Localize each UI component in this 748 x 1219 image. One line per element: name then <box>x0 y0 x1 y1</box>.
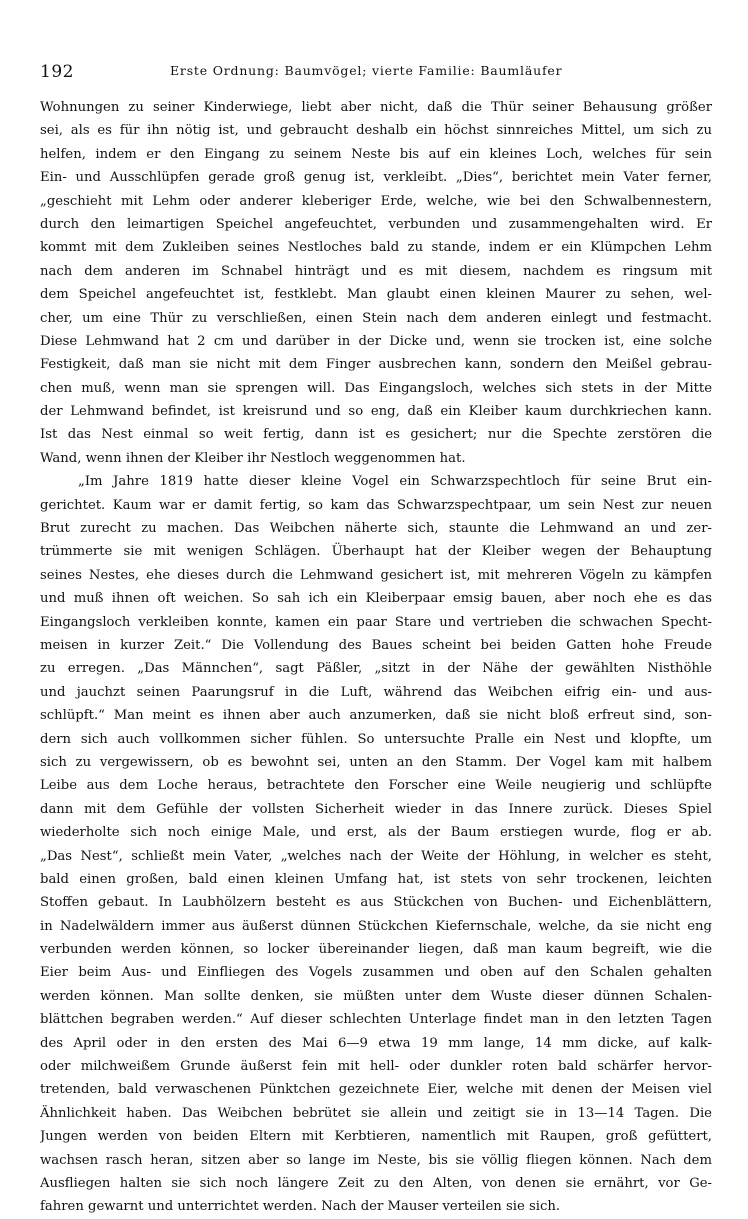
text-line: meisen in kurzer Zeit.“ Die Vollendung des Baues scheint bei beiden Gatten hohe Freude <box>40 637 712 653</box>
text-line: „Das Nest“, schließt mein Vater, „welches nach der Weite der Höhlung, in welcher es steht, <box>40 848 712 864</box>
text-line: Jungen werden von beiden Eltern mit Kerbtieren, namentlich mit Raupen, groß gefüttert, <box>40 1129 712 1145</box>
text-line: Ähnlichkeit haben. Das Weibchen bebrütet sie allein und zeitigt sie in 13—14 Tagen. Die <box>40 1105 712 1121</box>
text-line: Ausfliegen halten sie sich noch längere Zeit zu den Alten, von denen sie ernährt, vor Ge- <box>40 1175 712 1191</box>
text-line: Leibe aus dem Loche heraus, betrachtete den Forscher eine Weile neugierig und schlüpfte <box>40 778 712 794</box>
text-line: sich zu vergewissern, ob es bewohnt sei, unten an den Stamm. Der Vogel kam mit halbem <box>40 754 712 770</box>
text-line: Ist das Nest einmal so weit fertig, dann ist es gesichert; nur die Spechte zerstören die <box>40 427 712 443</box>
text-line: helfen, indem er den Eingang zu seinem Neste bis auf ein kleines Loch, welches für sein <box>40 146 712 162</box>
text-line: und jauchzt seinen Paarungsruf in die Luft, während das Weibchen eifrig ein- und aus- <box>40 684 712 700</box>
text-line: dem Speichel angefeuchtet ist, festklebt. Man glaubt einen kleinen Maurer zu sehen, wel- <box>40 287 712 303</box>
text-line: wachsen rasch heran, sitzen aber so lange im Neste, bis sie völlig fliegen können. Nach dem <box>40 1152 712 1168</box>
text-line: „geschieht mit Lehm oder anderer kleberiger Erde, welche, wie bei den Schwalbennestern, <box>40 193 712 209</box>
text-line: zu erregen. „Das Männchen“, sagt Päßler, „sitzt in der Nähe der gewählten Nisthöhle <box>40 661 712 677</box>
text-line: bald einen großen, bald einen kleinen Umfang hat, ist stets von sehr trockenen, leichten <box>40 871 712 887</box>
text-line: oder milchweißem Grunde äußerst fein mit hell- oder dunkler roten bald schärfer hervor- <box>40 1059 712 1075</box>
text-line: Brut zurecht zu machen. Das Weibchen näherte sich, staunte die Lehmwand an und zer- <box>40 521 712 537</box>
text-line: chen muß, wenn man sie sprengen will. Das Eingangsloch, welches sich stets in der Mitte <box>40 380 712 396</box>
text-line: dern sich auch vollkommen sicher fühlen. So untersuchte Pralle ein Nest und klopfte, um <box>40 731 712 747</box>
text-line: schlüpft.“ Man meint es ihnen aber auch anzumerken, daß sie nicht bloß erfreut sind, son- <box>40 708 712 724</box>
text-line: Festigkeit, daß man sie nicht mit dem Finger ausbrechen kann, sondern den Meißel gebrau- <box>40 357 712 373</box>
text-line: durch den leimartigen Speichel angefeuchtet, verbunden und zusammengehalten wird. Er <box>40 216 712 232</box>
text-line: verbunden werden können, so locker übereinander liegen, daß man kaum begreift, wie die <box>40 942 712 958</box>
text-line: des April oder in den ersten des Mai 6—9 etwa 19 mm lange, 14 mm dicke, auf kalk- <box>40 1035 712 1051</box>
text-line: in Nadelwäldern immer aus äußerst dünnen Stückchen Kiefernschale, welche, da sie nicht eng <box>40 918 712 934</box>
paragraph-end-line: Wand, wenn ihnen der Kleiber ihr Nestloch weggenommen hat. <box>40 450 466 466</box>
text-line: Stoffen gebaut. In Laubhölzern besteht es aus Stückchen von Buchen- und Eichenblättern, <box>40 895 712 911</box>
page-number: 192 <box>40 62 74 82</box>
text-line: dann mit dem Gefühle der vollsten Sicherheit wieder in das Innere zurück. Dieses Spiel <box>40 801 712 817</box>
text-line: nach dem anderen im Schnabel hinträgt und es mit diesem, nachdem es ringsum mit <box>40 263 712 279</box>
text-line: wiederholte sich noch einige Male, und erst, als der Baum erstiegen wurde, flog er ab. <box>40 825 712 841</box>
paragraph-start-line: „Im Jahre 1819 hatte dieser kleine Vogel ein Schwarzspechtloch für seine Brut ein- <box>78 474 712 490</box>
text-line: blättchen begraben werden.“ Auf dieser schlechten Unterlage findet man in den letzten Tagen <box>40 1012 712 1028</box>
text-line: Eier beim Aus- und Einfliegen des Vogels zusammen und oben auf den Schalen gehalten <box>40 965 712 981</box>
text-line: und muß ihnen oft weichen. So sah ich ein Kleiberpaar emsig bauen, aber noch ehe es das <box>40 591 712 607</box>
text-line: tretenden, bald verwaschenen Pünktchen gezeichnete Eier, welche mit denen der Meisen viel <box>40 1082 712 1098</box>
text-line: Diese Lehmwand hat 2 cm und darüber in der Dicke und, wenn sie trocken ist, eine solche <box>40 333 712 349</box>
text-line: gerichtet. Kaum war er damit fertig, so kam das Schwarzspechtpaar, um sein Nest zur neuen <box>40 497 712 513</box>
text-line: Eingangsloch verkleiben konnte, kamen ein paar Stare und vertrieben die schwachen Specht- <box>40 614 712 630</box>
text-line: sei, als es für ihn nötig ist, und gebraucht deshalb ein höchst sinnreiches Mittel, um sich zu <box>40 123 712 139</box>
body-text <box>40 96 712 1219</box>
text-line: Wohnungen zu seiner Kinderwiege, liebt aber nicht, daß die Thür seiner Behausung größer <box>40 100 712 115</box>
text-line: cher, um eine Thür zu verschließen, einen Stein nach dem anderen einlegt und festmacht. <box>40 310 712 326</box>
text-line: seines Nestes, ehe dieses durch die Lehmwand gesichert ist, mit mehreren Vögeln zu kämpfen <box>40 567 712 583</box>
text-line: der Lehmwand befindet, ist kreisrund und so eng, daß ein Kleiber kaum durchkriechen kann. <box>40 404 712 420</box>
text-line: Ein- und Ausschlüpfen gerade groß genug ist, verkleibt. „Dies“, berichtet mein Vater ferner, <box>40 170 712 186</box>
text-line: kommt mit dem Zukleiben seines Nestloches bald zu stande, indem er ein Klümpchen Lehm <box>40 240 712 256</box>
page-header <box>40 58 712 82</box>
running-head: Erste Ordnung: Baumvögel; vierte Familie: Baumläufer <box>170 63 563 78</box>
paragraph-end-line: fahren gewarnt und unterrichtet werden. Nach der Mauser verteilen sie sich. <box>40 1199 561 1215</box>
text-line: werden können. Man sollte denken, sie müßten unter dem Wuste dieser dünnen Schalen- <box>40 988 712 1004</box>
text-line: trümmerte sie mit wenigen Schlägen. Überhaupt hat der Kleiber wegen der Behauptung <box>40 544 712 560</box>
